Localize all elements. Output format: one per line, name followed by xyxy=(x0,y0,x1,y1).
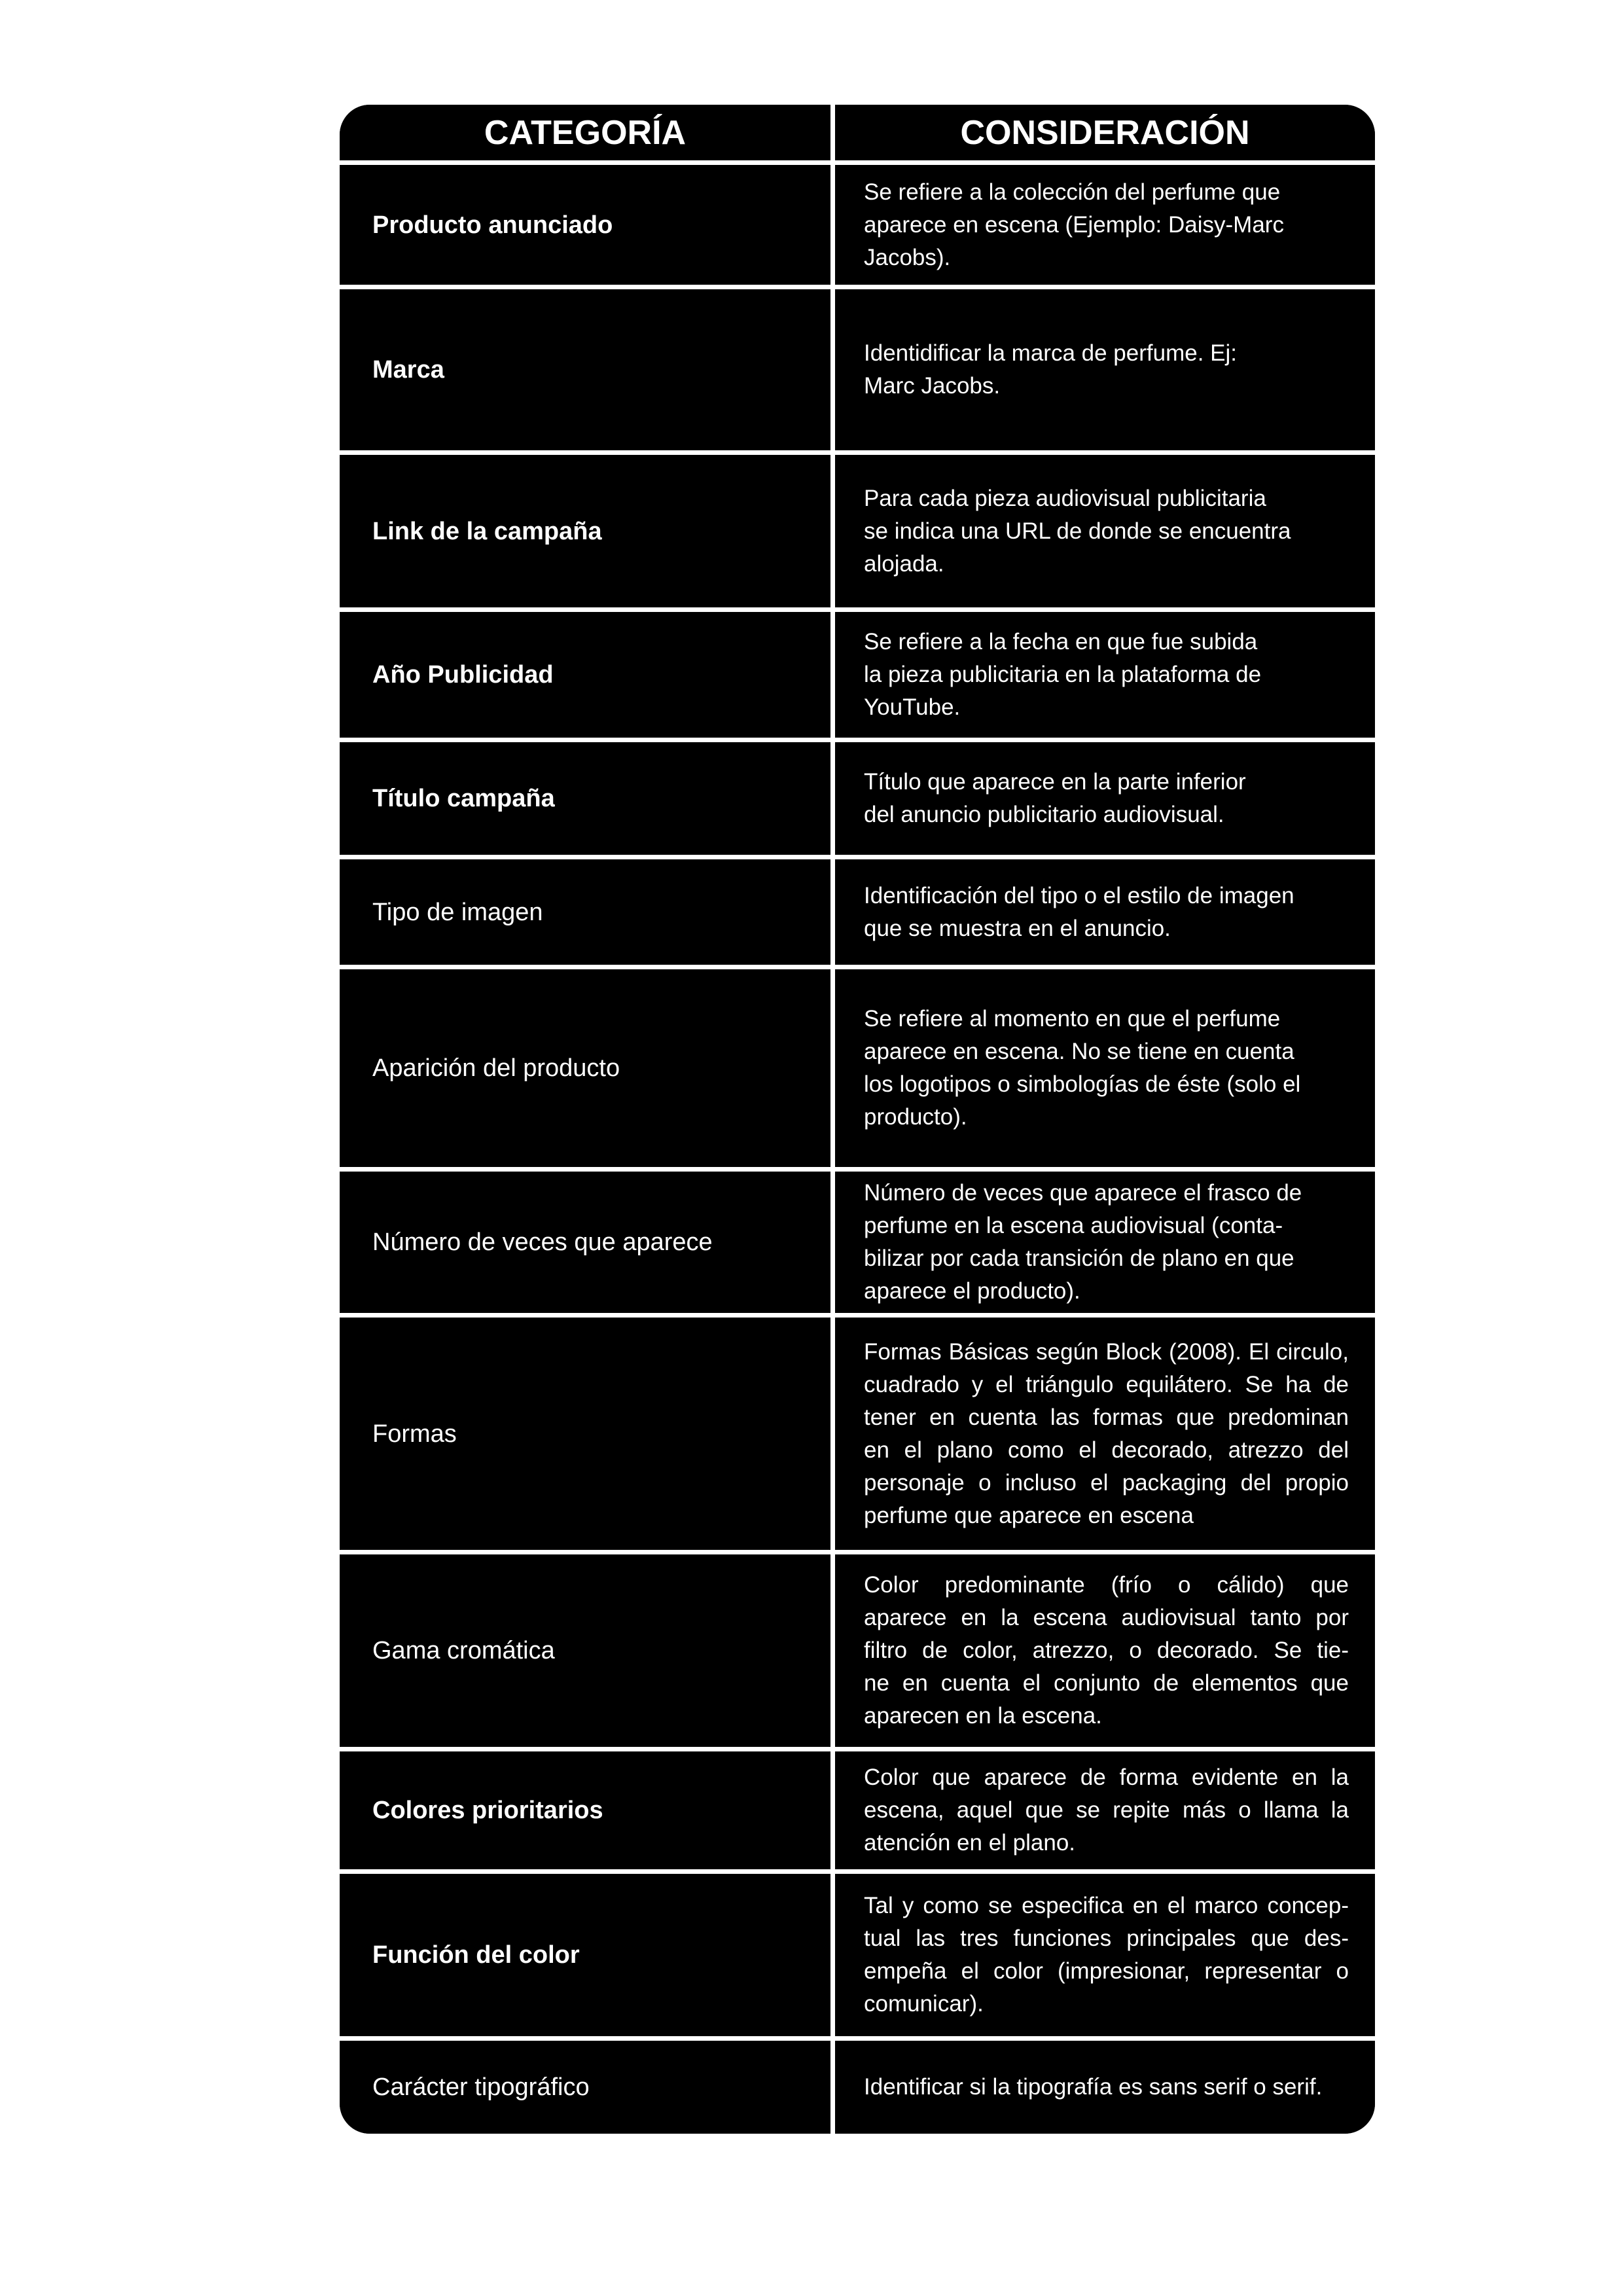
row-link-campana xyxy=(340,455,1375,612)
category-cell: Formas xyxy=(340,1318,835,1550)
category-cell: Producto anunciado xyxy=(340,165,835,285)
consideration-cell: Identificar si la tipografía es sans serif o serif. xyxy=(864,2074,1323,2100)
row-tipo-imagen xyxy=(340,859,1375,969)
row-gama-cromatica xyxy=(340,1554,1375,1751)
category-header: CATEGORÍA xyxy=(340,105,835,160)
row-numero-veces xyxy=(340,1172,1375,1318)
category-cell: Colores prioritarios xyxy=(340,1751,835,1869)
consideration-cell: Título que aparece en la parte inferior del anuncio publicitario audiovisual. xyxy=(864,769,1246,827)
consideration-cell: Se refiere a la colección del perfume que aparece en escena (Ejemplo: Daisy-Marc Jacobs). xyxy=(864,179,1284,270)
category-cell: Tipo de imagen xyxy=(340,859,835,965)
consideration-cell: Formas Básicas según Block (2008). El circulo, cuadrado y el triángulo equilátero. Se ha de tener en cuenta las formas que predominan en el plano como el decorado, atrezzo del personaje o incluso el packaging del propio perfume que aparece en escena xyxy=(864,1338,1349,1528)
category-cell: Link de la campaña xyxy=(340,455,835,607)
consideration-cell: Color que aparece de forma evidente en la escena, aquel que se repite más o llama la atención en el plano. xyxy=(864,1765,1349,1856)
consideration-cell: Se refiere a la fecha en que fue subida la pieza publicitaria en la plataforma de YouTube. xyxy=(864,629,1262,720)
category-cell: Gama cromática xyxy=(340,1554,835,1747)
category-cell: Función del color xyxy=(340,1874,835,2036)
row-producto-anunciado xyxy=(340,165,1375,289)
category-cell: Carácter tipográfico xyxy=(340,2041,835,2134)
row-ano-publicidad xyxy=(340,612,1375,742)
consideration-header: CONSIDERACIÓN xyxy=(960,113,1250,152)
consideration-cell: Para cada pieza audiovisual publicitaria se indica una URL de donde se encuentra alojada. xyxy=(864,485,1291,577)
consideration-cell: Color predominante (frío o cálido) que aparece en la escena audiovisual tanto por filtro de color, atrezzo, o decorado. Se tie- ne en cuenta el conjunto de elementos que aparecen en la escena. xyxy=(864,1572,1349,1729)
consideration-cell: Se refiere al momento en que el perfume aparece en escena. No se tiene en cuenta los logotipos o simbologías de éste (solo el producto). xyxy=(864,1006,1301,1130)
row-colores-prioritarios xyxy=(340,1751,1375,1874)
category-cell: Año Publicidad xyxy=(340,612,835,738)
header-row xyxy=(340,105,1375,165)
row-caracter-tipografico xyxy=(340,2041,1375,2134)
analysis-table xyxy=(340,105,1375,2134)
consideration-cell: Identificación del tipo o el estilo de imagen que se muestra en el anuncio. xyxy=(864,882,1294,941)
category-cell: Título campaña xyxy=(340,742,835,855)
row-aparicion-producto xyxy=(340,969,1375,1172)
consideration-cell: Identidificar la marca de perfume. Ej: Marc Jacobs. xyxy=(864,340,1237,399)
consideration-cell: Número de veces que aparece el frasco de perfume en la escena audiovisual (conta- bilizar por cada transición de plano en que aparece el producto). xyxy=(864,1180,1302,1304)
consideration-cell: Tal y como se especifica en el marco concep- tual las tres funciones principales que des- empeña el color (impresionar, representar o comunicar). xyxy=(864,1893,1349,2017)
category-cell: Número de veces que aparece xyxy=(340,1172,835,1313)
category-cell: Aparición del producto xyxy=(340,969,835,1167)
row-titulo-campana xyxy=(340,742,1375,859)
category-cell: Marca xyxy=(340,289,835,450)
row-funcion-color xyxy=(340,1874,1375,2041)
row-formas xyxy=(340,1318,1375,1554)
row-marca xyxy=(340,289,1375,455)
